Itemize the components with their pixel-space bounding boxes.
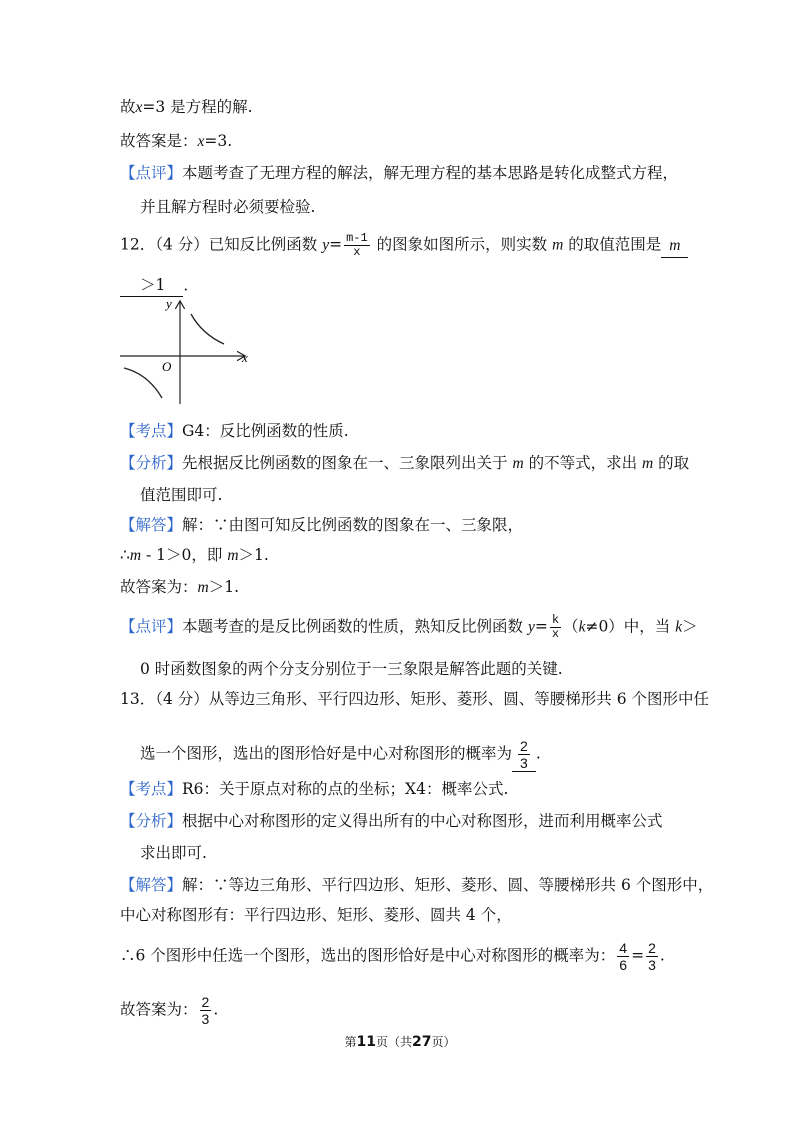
question-13: 13．（4 分）从等边三角形、平行四边形、矩形、菱形、圆、等腰梯形共 6 个图形中任 — [120, 690, 709, 708]
dianping-11: 【点评】本题考查了无理方程的解法，解无理方程的基本思路是转化成整式方程， — [120, 164, 679, 182]
hyperbola-graph — [118, 298, 254, 408]
kaodian-12: 【考点】G4：反比例函数的性质. — [120, 422, 349, 440]
fraction-2-over-3-b: $\frac{2}{3}$ — [648, 940, 656, 973]
kaodian-13: 【考点】R6：关于原点对称的点的坐标；X4：概率公式. — [120, 780, 509, 798]
jieda-12-answer: 故答案为：m＞1. — [120, 578, 240, 596]
x-axis-label: x — [242, 350, 248, 365]
page-total: 27 — [412, 1034, 432, 1050]
y-axis-label: y — [166, 298, 172, 311]
question-12-cont: ＞1 ． — [120, 274, 199, 297]
fenxi-12: 【分析】先根据反比例函数的图象在一、三象限列出关于 m 的不等式，求出 m 的取 — [120, 454, 690, 472]
answer-blank-13 — [512, 738, 536, 772]
hyperbola-branch-q3 — [124, 368, 162, 398]
fraction-2-over-3-c: $\frac{2}{3}$ — [201, 994, 210, 1027]
question-12: 12．（4 分）已知反比例函数 y= $\frac{m-1}{x}$ 的图象如图所示，则实数 m 的取值范围是 m — [120, 232, 688, 259]
solution-line-x3: 故x=3 是方程的解. — [120, 98, 253, 116]
page-footer: 第11页（共27页） — [344, 1034, 456, 1050]
dianping-tag: 【点评】 — [120, 164, 183, 182]
answer-blank-12b: ＞1 — [120, 274, 183, 297]
fenxi-12-cont: 值范围即可. — [140, 486, 223, 504]
jieda-13-prob: ∴6 个图形中任选一个图形，选出的图形恰好是中心对称图形的概率为： $\frac{4}{6}$ = $\frac{2}{3}$ . — [120, 940, 665, 973]
fraction-4-over-6: $\frac{4}{6}$ — [619, 940, 628, 973]
page-number: 11 — [356, 1034, 376, 1050]
fenxi-13-cont: 求出即可. — [140, 844, 207, 862]
jieda-13: 【解答】解：∵等边三角形、平行四边形、矩形、菱形、圆、等腰梯形共 6 个图形中， — [120, 876, 714, 894]
answer-line-x3: 故答案是：x=3. — [120, 132, 233, 150]
jieda-13-answer: 故答案为： $\frac{2}{3}$ . — [120, 994, 219, 1027]
jieda-13-step: 中心对称图形有：平行四边形、矩形、菱形、圆共 4 个， — [120, 906, 512, 924]
answer-blank-12a: m — [661, 234, 688, 258]
jieda-12-step: ∴m - 1＞0，即 m＞1. — [120, 546, 269, 564]
fraction-m-1-over-x: $\frac{m-1}{x}$ — [346, 231, 368, 259]
question-13-cont: 选一个图形，选出的图形恰好是中心对称图形的概率为 $\frac{2}{3}$ . — [140, 738, 541, 771]
jieda-12: 【解答】解：∵由图可知反比例函数的图象在一、三象限， — [120, 516, 524, 534]
hyperbola-branch-q1 — [191, 314, 224, 344]
dianping-11-cont: 并且解方程时必须要检验. — [140, 198, 316, 216]
dianping-12: 【点评】本题考查的是反比例函数的性质，熟知反比例函数 y= $\frac{k}{x}$ （k≠0）中，当 k＞ — [120, 613, 698, 641]
fraction-k-over-x: $\frac{k}{x}$ — [551, 613, 560, 641]
dianping-12-cont: 0 时函数图象的两个分支分别位于一三象限是解答此题的关键. — [140, 660, 563, 678]
fraction-2-over-3: $\frac{2}{3}$ — [520, 738, 528, 771]
fenxi-13: 【分析】根据中心对称图形的定义得出所有的中心对称图形，进而利用概率公式 — [120, 812, 663, 830]
origin-label: O — [162, 359, 172, 374]
